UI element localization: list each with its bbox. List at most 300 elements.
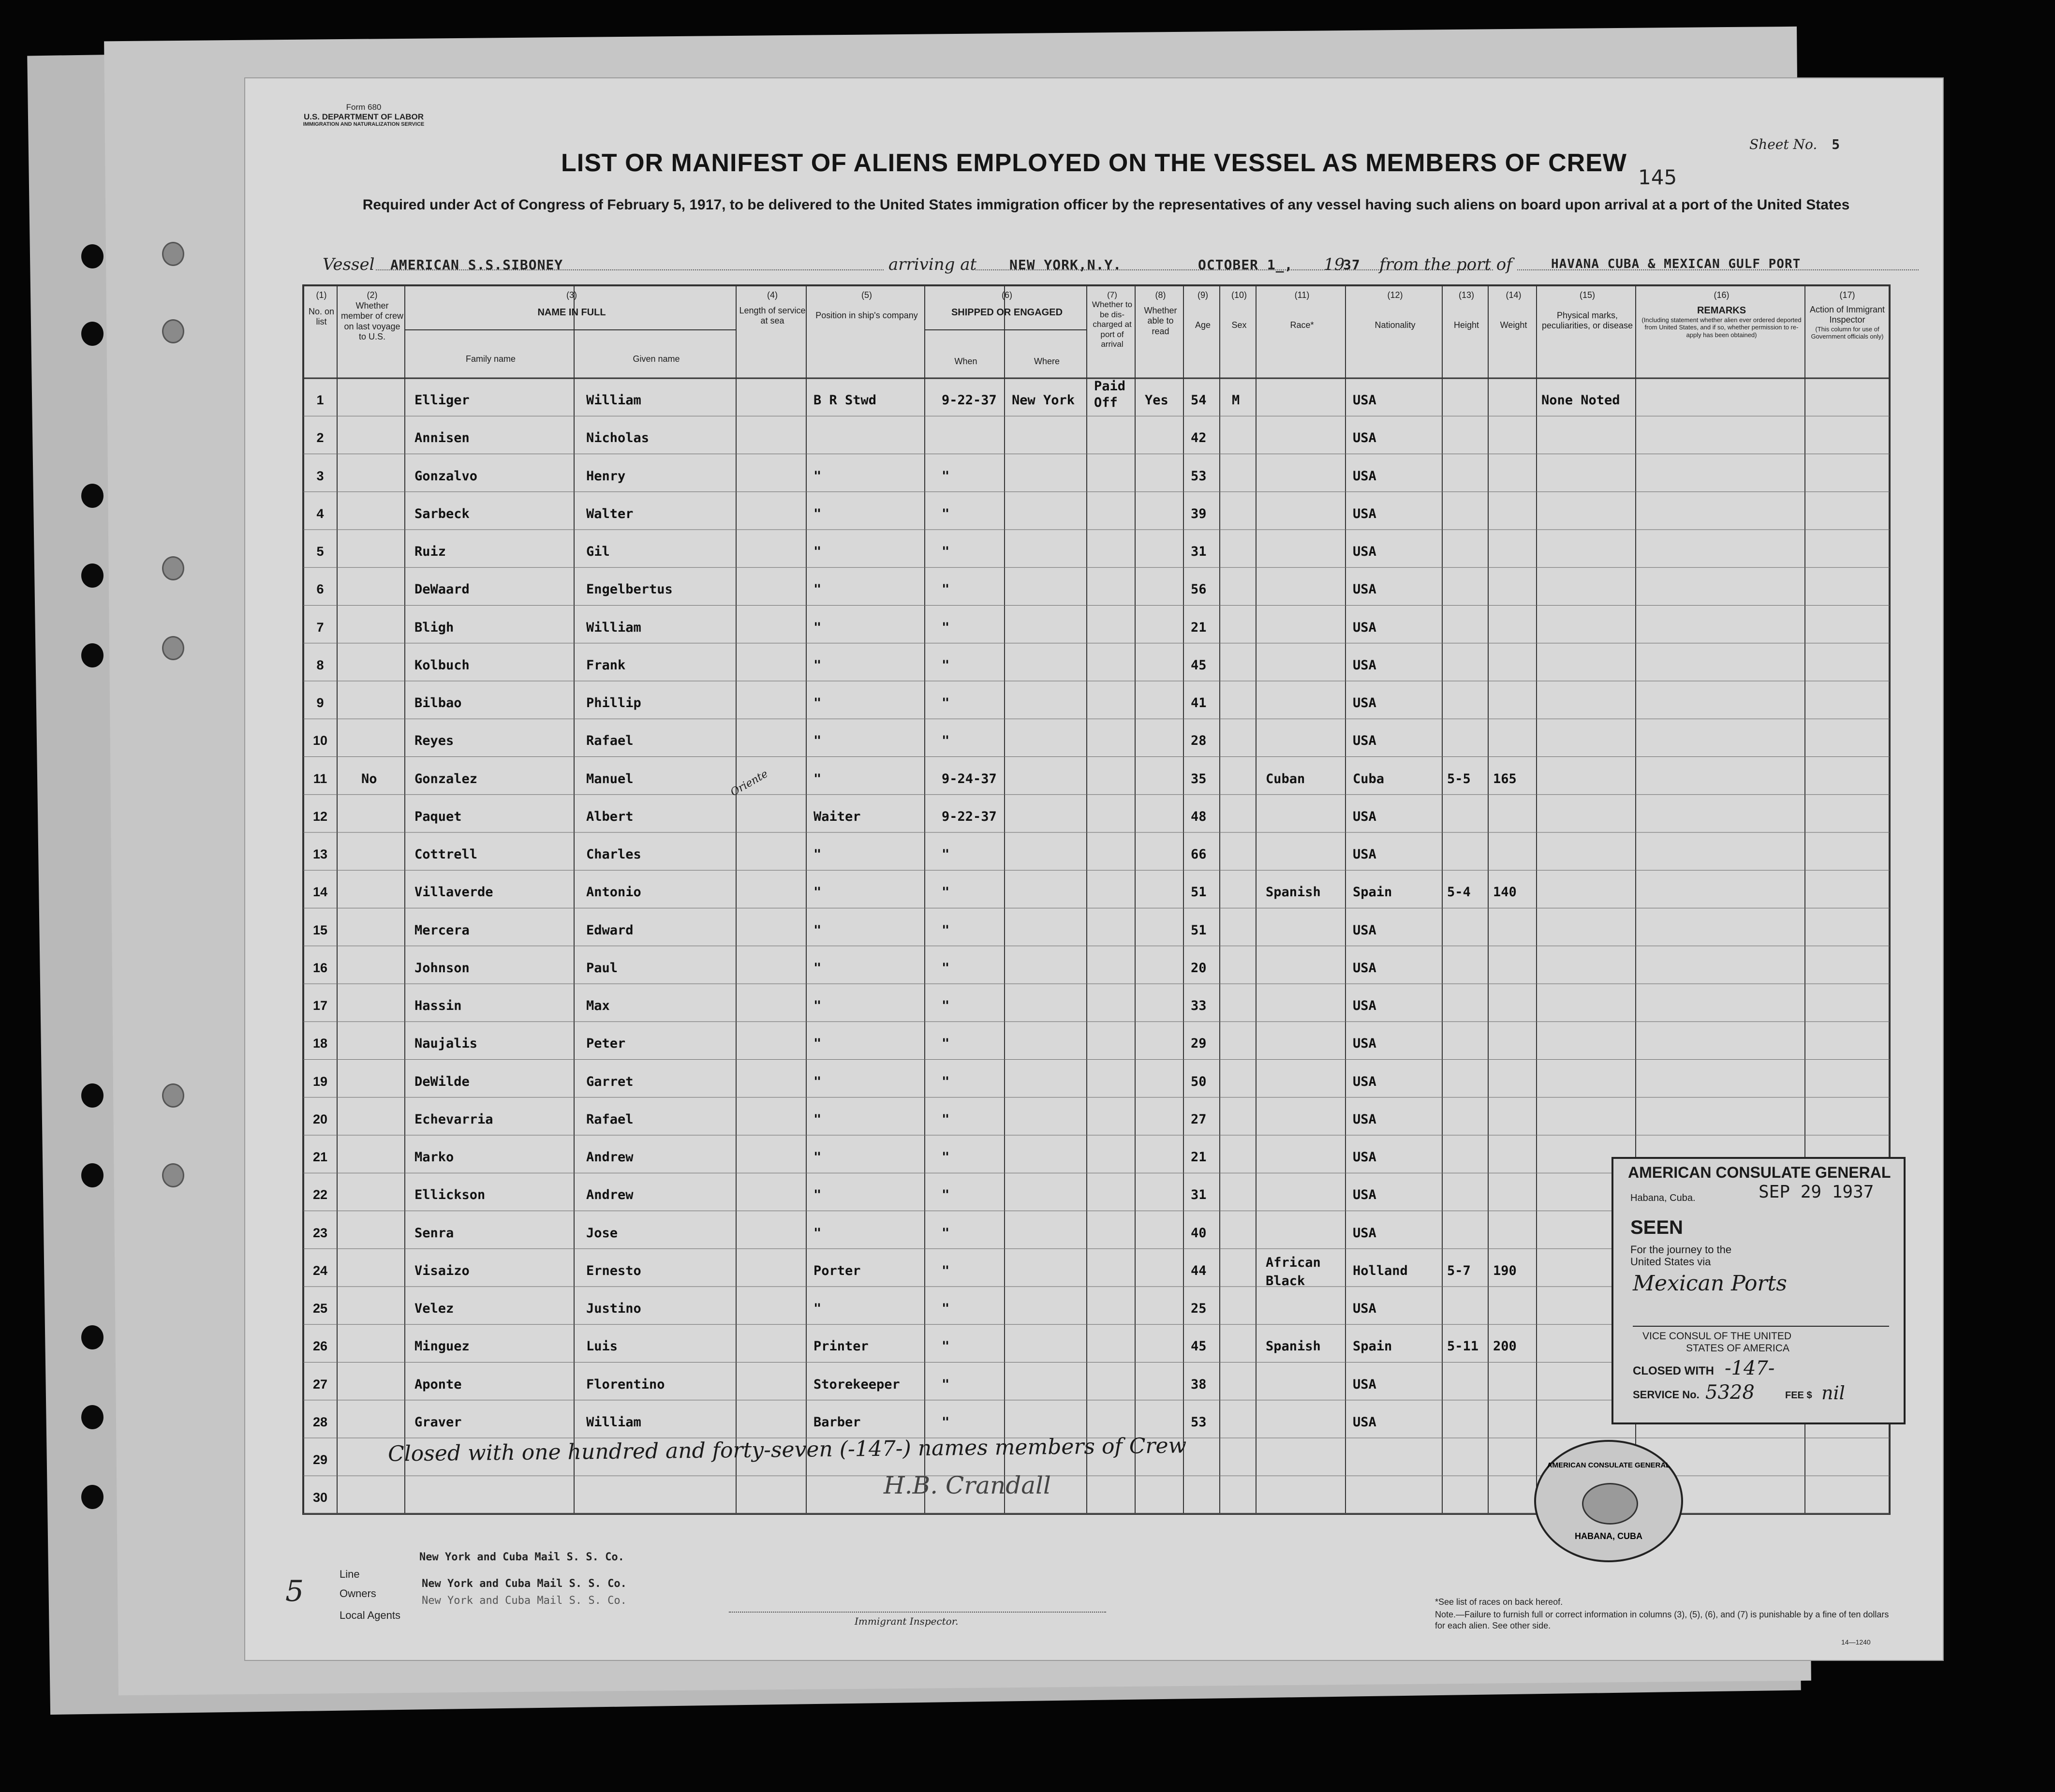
stamp-date: SEP 29 1937 [1759,1182,1874,1202]
col13-header [1445,290,1488,330]
cell-where: New York [1012,393,1075,408]
cell-family: DeWaard [414,582,470,597]
stamp-consulate: AMERICAN CONSULATE GENERAL [1628,1164,1891,1181]
col10-header [1222,290,1256,330]
cell-no: 28 [312,1414,328,1429]
seal-text-bottom: HABANA, CUBA [1575,1531,1642,1541]
cell-no: 30 [312,1490,328,1505]
col2-header [340,290,405,342]
cell-given: Andrew [586,1150,634,1165]
cell-family: Velez [414,1301,454,1316]
col1-title: No. on list [308,306,335,327]
binder-hole [162,1083,184,1108]
col6-number: (6) [1002,290,1012,300]
cell-no: 26 [312,1339,328,1354]
col7-title: Whether to be dis- charged at port of arrival [1092,300,1133,349]
col11-header [1258,290,1345,330]
margin-note: Oriente [728,768,770,799]
col17-title: Action of Immigrant Inspector [1809,304,1885,325]
cell-position: " [813,771,822,786]
inspector-signature: H.B. Crandall [884,1471,1051,1499]
footer-line-label: Line [340,1568,360,1580]
col16-number: (16) [1714,290,1730,300]
cell-family: Marko [414,1150,454,1165]
cell-no: 16 [312,960,328,975]
cell-no: 25 [312,1301,328,1316]
cell-family: Gonzalvo [414,468,478,484]
cell-given: Charles [586,847,641,862]
cell-age: 45 [1191,1339,1207,1354]
cell-family: Graver [414,1414,462,1430]
cell-age: 42 [1191,430,1207,446]
cell-age: 53 [1191,468,1207,484]
stamp-fee-value: nil [1821,1382,1845,1404]
col8-number: (8) [1155,290,1166,300]
cell-when: " [942,657,950,673]
cell-nationality: USA [1353,1150,1376,1165]
cell-nationality: USA [1353,544,1376,559]
cell-age: 20 [1191,960,1207,976]
footer-inspector-label: Immigrant Inspector. [855,1615,959,1627]
cell-no: 12 [312,809,328,824]
cell-no: 15 [312,922,328,937]
cell-age: 31 [1191,544,1207,559]
year-suffix: 37 [1343,257,1360,273]
stamp-service-label: SERVICE No. [1633,1389,1700,1401]
cell-position: " [813,960,822,976]
page-title: LIST OR MANIFEST OF ALIENS EMPLOYED ON THE VESSEL AS MEMBERS OF CREW [561,149,1627,177]
cell-no: 10 [312,733,328,748]
cell-position: " [813,1301,822,1316]
cell-given: Jose [586,1225,618,1241]
cell-when: " [942,1377,950,1392]
cell-when: " [942,1187,950,1203]
cell-height: 5-5 [1447,771,1471,786]
cell-family: Naujalis [414,1036,478,1052]
cell-given: Phillip [586,696,641,711]
cell-position: Porter [813,1263,861,1278]
cell-given: Andrew [586,1187,634,1203]
cell-height: 5-4 [1447,885,1471,900]
col16-subtitle: (Including statement whether alien ever ordered deported from United States, and if so, whether permission to re-apply has been obtained) [1641,316,1802,339]
cell-nationality: USA [1353,582,1376,597]
col15-header [1539,290,1636,331]
cell-age: 41 [1191,696,1207,711]
cell-family: Senra [414,1225,454,1241]
cell-given: Manuel [586,771,634,786]
cell-family: Hassin [414,998,462,1013]
cell-nationality: USA [1353,696,1376,711]
binder-hole [81,1405,103,1429]
cell-position: " [813,468,822,484]
cell-no: 17 [312,998,328,1013]
cell-nationality: USA [1353,468,1376,484]
cell-position: " [813,998,822,1013]
cell-no: 21 [312,1150,328,1164]
cell-age: 21 [1191,620,1207,635]
cell-given: Peter [586,1036,626,1052]
cell-given: Nicholas [586,430,650,446]
col4-header [739,290,806,326]
cell-nationality: Holland [1353,1263,1408,1278]
cell-family: Echevarria [414,1111,493,1127]
col17-subtitle: (This column for use of Government officials only) [1811,325,1884,341]
arriving-at: NEW YORK,N.Y. [1009,257,1122,273]
cell-nationality: USA [1353,960,1376,976]
col5-title: Position in ship's company [815,310,918,320]
binder-hole [81,1163,103,1187]
year-prefix: 19 [1324,255,1345,274]
col17-header [1807,290,1887,341]
cell-position: " [813,1036,822,1052]
col2-number: (2) [367,290,378,300]
cell-marks: None Noted [1541,393,1620,408]
col2-title: Whether member of crew on last voyage to U.S. [340,300,404,342]
form-number: Form 680 [346,103,382,112]
cell-family: Sarbeck [414,506,470,521]
cell-nationality: USA [1353,430,1376,446]
cell-family: Ellickson [414,1187,486,1203]
cell-when: 9-22-37 [942,393,997,408]
stamp-fee-label: FEE $ [1785,1390,1812,1401]
cell-nationality: USA [1353,1225,1376,1241]
binder-hole [162,636,184,660]
cell-family: Paquet [414,809,462,824]
cell-read: Yes [1145,393,1168,408]
stamp-vice-consul: VICE CONSUL OF THE UNITED [1642,1331,1792,1342]
cell-no: 2 [316,430,324,445]
cell-family: Visaizo [414,1263,470,1278]
cell-position: " [813,657,822,673]
stamp-service-number: 5328 [1705,1381,1755,1404]
footer-agents-label: Local Agents [340,1609,400,1621]
cell-position: B R Stwd [813,393,877,408]
cell-no: 1 [316,393,324,407]
cell-given: Rafael [586,1111,634,1127]
col14-header [1491,290,1537,330]
cell-no: 19 [312,1074,328,1089]
cell-no: 29 [312,1452,328,1467]
cell-no: 11 [313,771,327,786]
cell-nationality: USA [1353,1111,1376,1127]
cell-age: 29 [1191,1036,1207,1052]
col9-header [1186,290,1220,330]
given-name-header: Given name [633,354,680,364]
consulate-stamp [1611,1157,1906,1424]
col16-title: REMARKS [1697,305,1746,316]
cell-family: Annisen [414,430,470,446]
col4-title: Length of service at sea [739,305,806,326]
cell-position: " [813,1150,822,1165]
cell-no: 3 [316,468,324,483]
cell-no: 4 [316,506,324,521]
cell-when: " [942,468,950,484]
cell-nationality: USA [1353,809,1376,824]
stamp-via-handwritten: Mexican Ports [1633,1271,1787,1296]
cell-no: 27 [312,1377,328,1392]
cell-no: 9 [316,696,324,710]
cell-position: Storekeeper [813,1377,900,1392]
cell-when: " [942,960,950,976]
cell-when: " [942,847,950,862]
cell-family: Aponte [414,1377,462,1392]
cell-when: " [942,922,950,938]
cell-when: " [942,544,950,559]
cell-nationality: Spain [1353,885,1392,900]
cell-position: " [813,582,822,597]
cell-position: " [813,922,822,938]
col6-header [927,290,1087,318]
cell-given: Antonio [586,885,641,900]
cell-position: Waiter [813,809,861,824]
stamp-seen: SEEN [1630,1217,1683,1238]
cell-no: 20 [312,1111,328,1126]
col3-number: (3) [566,290,577,300]
from-label: from the port of [1379,255,1512,274]
col5-header [809,290,925,321]
cell-age: 50 [1191,1074,1207,1089]
col14-title: Weight [1500,320,1527,330]
col6-title: SHIPPED OR ENGAGED [951,307,1063,318]
cell-when: " [942,885,950,900]
cell-position: Printer [813,1339,869,1354]
col11-title: Race* [1290,320,1314,330]
cell-when: " [942,998,950,1013]
cell-given: Garret [586,1074,634,1089]
cell-given: Walter [586,506,634,521]
cell-when: " [942,733,950,749]
col8-title: Whether able to read [1144,305,1177,336]
cell-no: 22 [312,1187,328,1202]
col12-header [1348,290,1442,330]
binder-hole [81,244,103,268]
cell-when: " [942,1150,950,1165]
col15-number: (15) [1579,290,1595,300]
cell-given: Paul [586,960,618,976]
footer-owners-label: Owners [340,1587,376,1599]
cell-when: " [942,506,950,521]
binder-hole [81,1325,103,1349]
cell-given: Florentino [586,1377,665,1392]
col16-header [1638,290,1805,339]
cell-family: Bligh [414,620,454,635]
col5-number: (5) [861,290,872,300]
cell-given: Frank [586,657,626,673]
cell-nationality: USA [1353,620,1376,635]
consulate-seal [1534,1440,1683,1562]
cell-when: " [942,1225,950,1241]
col10-title: Sex [1231,320,1247,330]
cell-given: Rafael [586,733,634,749]
cell-age: 39 [1191,506,1207,521]
cell-position: " [813,696,822,711]
stamp-closed-with-value: -147- [1725,1357,1775,1379]
cell-nationality: USA [1353,1301,1376,1316]
cell-family: Reyes [414,733,454,749]
cell-race: Spanish [1266,1339,1321,1354]
footer-line-value: New York and Cuba Mail S. S. Co. [419,1551,624,1563]
cell-height: 5-11 [1447,1339,1479,1354]
cell-when: " [942,1414,950,1430]
cell-position: " [813,1225,822,1241]
binder-hole [162,242,184,266]
stamp-us-via: United States via [1630,1256,1711,1268]
cell-given: Luis [586,1339,618,1354]
cell-nationality: USA [1353,393,1376,408]
footer-print-code: 14—1240 [1841,1638,1871,1646]
col14-number: (14) [1506,290,1522,300]
cell-when: 9-24-37 [942,771,997,786]
cell-position: " [813,1187,822,1203]
cell-age: 33 [1191,998,1207,1013]
cell-when: " [942,1074,950,1089]
cell-nationality: USA [1353,998,1376,1013]
col11-number: (11) [1294,290,1310,300]
cell-given: Ernesto [586,1263,641,1278]
stamp-city: Habana, Cuba. [1630,1193,1696,1203]
cell-no: 8 [316,657,324,672]
cell-family: Villaverde [414,885,493,900]
col15-title: Physical marks, peculiarities, or disease [1541,310,1633,331]
cell-nationality: USA [1353,922,1376,938]
binder-hole [81,563,103,588]
col13-title: Height [1453,320,1479,330]
cell-family: Kolbuch [414,657,470,673]
closing-note: Closed with one hundred and forty-seven (-147-) names members of Crew [387,1433,1187,1466]
binder-hole [81,1083,103,1108]
where-header: Where [1034,356,1060,366]
cell-age: 53 [1191,1414,1207,1430]
cell-family: Johnson [414,960,470,976]
cell-last: No [361,771,377,786]
sheet-number-value: 5 [1832,136,1840,152]
cell-when: " [942,1111,950,1127]
cell-age: 48 [1191,809,1207,824]
cell-weight: 165 [1493,771,1517,786]
cell-given: Engelbertus [586,582,673,597]
cell-when: " [942,582,950,597]
cell-when: 9-22-37 [942,809,997,824]
from-port: HAVANA CUBA & MEXICAN GULF PORT [1551,257,1801,271]
cell-age: 28 [1191,733,1207,749]
cell-nationality: USA [1353,506,1376,521]
cell-nationality: USA [1353,1414,1376,1430]
cell-position: " [813,1074,822,1089]
cell-no: 6 [316,582,324,597]
seal-text-top: AMERICAN CONSULATE GENERAL [1547,1461,1671,1469]
col3-title: NAME IN FULL [537,307,606,318]
required-text: Required under Act of Congress of February 5, 1917, to be delivered to the United States immigration officer by the representatives of any vessel having such aliens on board upon arrival at a port of the United States [362,197,1850,213]
footer-owners-value: New York and Cuba Mail S. S. Co. [422,1578,627,1590]
col12-title: Nationality [1375,320,1416,330]
cell-family: DeWilde [414,1074,470,1089]
cell-family: Elliger [414,393,470,408]
col4-number: (4) [767,290,778,300]
page-mark: 5 [285,1574,304,1608]
binder-hole [81,643,103,667]
cell-no: 23 [312,1225,328,1240]
form-service: IMMIGRATION AND NATURALIZATION SERVICE [303,121,425,128]
cell-race: African Black [1266,1255,1321,1288]
binder-hole [162,319,184,343]
cell-age: 21 [1191,1150,1207,1165]
form-department: U.S. DEPARTMENT OF LABOR [303,112,424,121]
cell-age: 27 [1191,1111,1207,1127]
cell-race: Cuban [1266,771,1305,786]
cell-when: " [942,1036,950,1052]
cell-no: 14 [312,885,328,900]
cell-nationality: Spain [1353,1339,1392,1354]
cell-position: " [813,620,822,635]
cell-no: 24 [312,1263,328,1278]
cell-given: William [586,393,641,408]
col10-number: (10) [1231,290,1247,300]
family-name-header: Family name [465,354,516,364]
cell-age: 54 [1191,393,1207,408]
handwritten-number: 145 [1638,165,1677,189]
cell-nationality: USA [1353,733,1376,749]
cell-age: 44 [1191,1263,1207,1278]
cell-discharged: Paid Off [1094,379,1126,410]
binder-hole [162,1163,184,1187]
cell-nationality: USA [1353,1187,1376,1203]
cell-given: Max [586,998,610,1013]
when-header: When [954,356,977,366]
col3-header [407,290,736,318]
cell-weight: 140 [1493,885,1517,900]
arrival-date: OCTOBER 1_, [1198,257,1293,273]
eagle-emblem-icon [1582,1483,1638,1525]
cell-height: 5-7 [1447,1263,1471,1278]
col1-number: (1) [316,290,327,300]
cell-given: Gil [586,544,610,559]
col9-number: (9) [1198,290,1208,300]
vessel-label: Vessel [323,255,375,274]
footer-note: Note.—Failure to furnish full or correct information in columns (3), (5), (6), and (7) is punishable by a fine of ten dollars for each alien. See other side. [1435,1610,1889,1631]
cell-given: Henry [586,468,626,484]
cell-position: Barber [813,1414,861,1430]
cell-age: 25 [1191,1301,1207,1316]
cell-family: Bilbao [414,696,462,711]
cell-nationality: Cuba [1353,771,1385,786]
cell-nationality: USA [1353,1074,1376,1089]
cell-nationality: USA [1353,1036,1376,1052]
cell-when: " [942,1339,950,1354]
col12-number: (12) [1387,290,1403,300]
cell-when: " [942,1263,950,1278]
cell-position: " [813,847,822,862]
cell-nationality: USA [1353,657,1376,673]
cell-nationality: USA [1353,847,1376,862]
col7-header [1089,290,1135,349]
cell-age: 38 [1191,1377,1207,1392]
col8-header [1138,290,1183,337]
cell-when: " [942,696,950,711]
cell-no: 5 [316,544,324,559]
footer-races-note: *See list of races on back hereof. [1435,1597,1563,1607]
stamp-states: STATES OF AMERICA [1686,1343,1789,1354]
cell-position: " [813,506,822,521]
manifest-sheet [244,77,1944,1661]
vessel-name: AMERICAN S.S.SIBONEY [390,257,563,273]
cell-nationality: USA [1353,1377,1376,1392]
stamp-closed-with-label: CLOSED WITH [1633,1364,1714,1377]
cell-age: 35 [1191,771,1207,786]
cell-position: " [813,544,822,559]
cell-no: 7 [316,620,324,635]
cell-family: Cottrell [414,847,478,862]
cell-position: " [813,885,822,900]
